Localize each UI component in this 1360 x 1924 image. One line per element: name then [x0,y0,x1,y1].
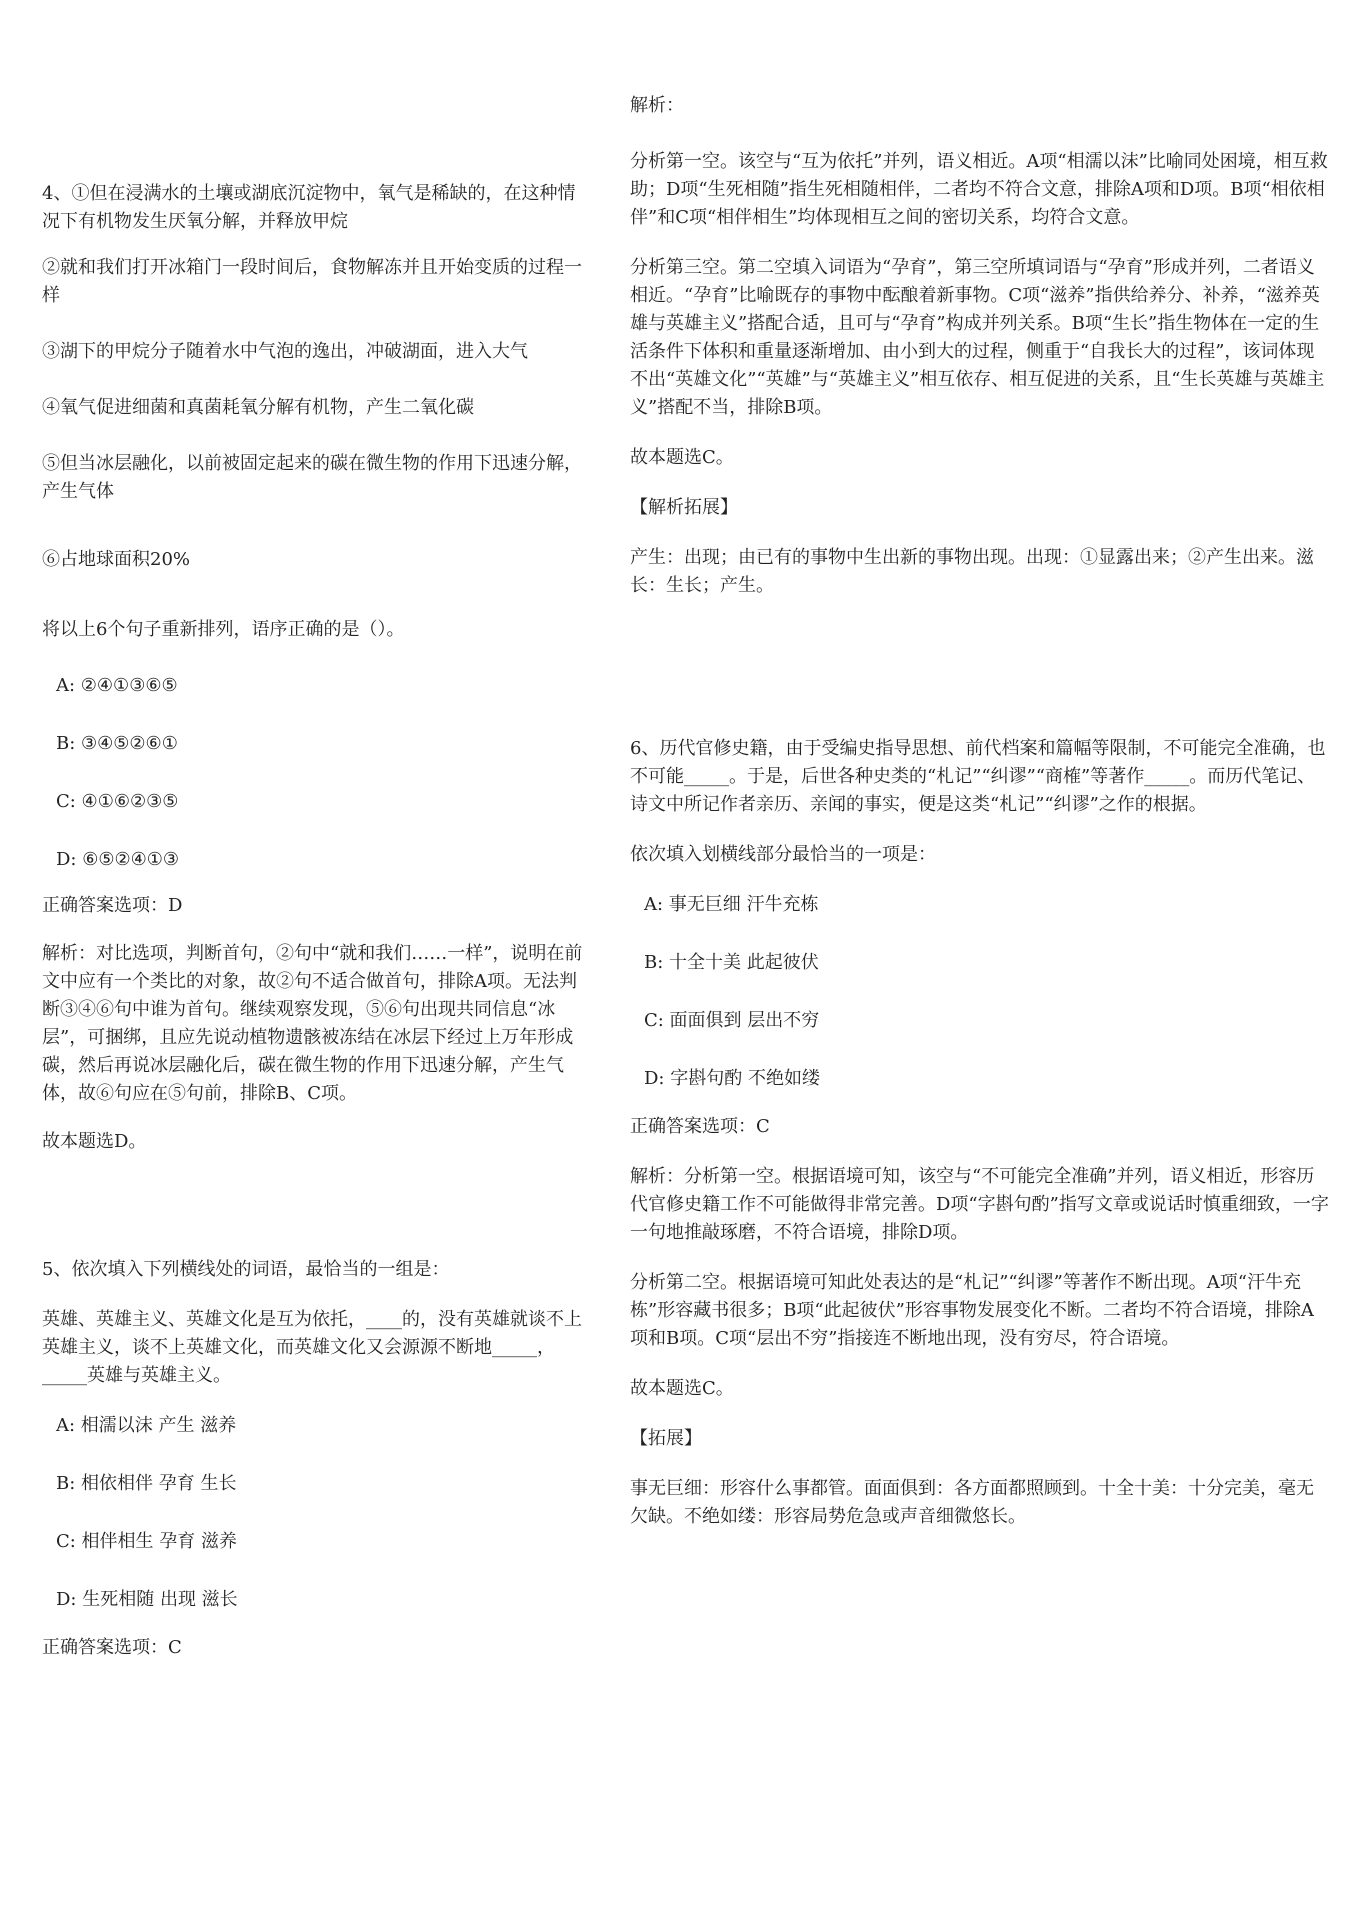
right-column [630,92,1330,1531]
q6-extension: 事无巨细：形容什么事都管。面面俱到：各方面都照顾到。十全十美：十分完美，毫无欠缺。不绝如缕：形容局势危急或声音细微悠长。 [630,1478,1314,1527]
q4-analysis: 解析：对比选项，判断首句，②句中“就和我们……一样”，说明在前文中应有一个类比的对象，故②句不适合做首句，排除A项。无法判断③④⑥句中谁为首句。继续观察发现，⑤⑥句出现共同信息“冰层”，可捆绑，且应先说动植物遗骸被冻结在冰层下经过上万年形成碳，然后再说冰层融化后，碳在微生物的作用下迅速分解，产生气体，故⑥句应在⑤句前，排除B、C项。 [42,943,583,1104]
q6-analysis-part-2: 分析第二空。根据语境可知此处表达的是“札记”“纠谬”等著作不断出现。A项“汗牛充栋”形容藏书很多；B项“此起彼伏”形容事物发展变化不断。二者均不符合语境，排除A项和B项。C项“层出不穷”指接连不断地出现，没有穷尽，符合语境。 [630,1272,1314,1349]
q4-option-d: D: ⑥⑤②④①③ [56,849,180,870]
q4-question: 将以上6个句子重新排列，语序正确的是（）。 [42,619,405,640]
q6-analysis-part-1: 解析：分析第一空。根据语境可知，该空与“不可能完全准确”并列，语义相近，形容历代官修史籍工作不可能做得非常完善。D项“字斟句酌”指写文章或说话时慎重细致，一字一句地推敲琢磨，不符合语境，排除D项。 [630,1166,1329,1243]
q5-analysis-part-1: 分析第一空。该空与“互为依托”并列，语义相近。A项“相濡以沫”比喻同处困境，相互救助；D项“生死相随”指生死相随相伴，二者均不符合文意，排除A项和D项。B项“相依相伴”和C项“相伴相生”均体现相互之间的密切关系，均符合文意。 [630,151,1328,228]
q5-extension-label: 【解析拓展】 [630,497,738,518]
q5-answer: 正确答案选项：C [42,1637,182,1658]
q5-option-a: A: 相濡以沫 产生 滋养 [56,1415,237,1436]
q4-stem: 4、①但在浸满水的土壤或湖底沉淀物中，氧气是稀缺的，在这种情况下有机物发生厌氧分解，并释放甲烷 [42,183,576,232]
q6-answer: 正确答案选项：C [630,1116,770,1137]
left-column [42,180,587,1662]
q4-conclusion: 故本题选D。 [42,1131,147,1152]
q5-option-b: B: 相依相伴 孕育 生长 [56,1473,237,1494]
q4-sentence-2: ②就和我们打开冰箱门一段时间后，食物解冻并且开始变质的过程一样 [42,257,582,306]
q5-option-d: D: 生死相随 出现 滋长 [56,1589,238,1610]
q4-answer: 正确答案选项：D [42,895,183,916]
q6-conclusion: 故本题选C。 [630,1378,734,1399]
q5-option-c: C: 相伴相生 孕育 滋养 [56,1531,238,1552]
q5-analysis-part-2: 分析第三空。第二空填入词语为“孕育”，第三空所填词语与“孕育”形成并列，二者语义相近。“孕育”比喻既存的事物中酝酿着新事物。C项“滋养”指供给养分、补养，“滋养英雄与英雄主义”搭配合适，且可与“孕育”构成并列关系。B项“生长”指生物体在一定的生活条件下体积和重量逐渐增加、由小到大的过程，侧重于“自我长大的过程”，该词体现不出“英雄文化”“英雄”与“英雄主义”相互依存、相互促进的关系，且“生长英雄与英雄主义”搭配不当，排除B项。 [630,257,1325,418]
q6-option-d: D: 字斟句酌 不绝如缕 [644,1068,820,1089]
q5-conclusion: 故本题选C。 [630,447,734,468]
q4-sentence-3: ③湖下的甲烷分子随着水中气泡的逸出，冲破湖面，进入大气 [42,341,528,362]
q6-option-a: A: 事无巨细 汗牛充栋 [644,894,819,915]
q5-extension: 产生：出现；由已有的事物中生出新的事物出现。出现：①显露出来；②产生出来。滋长：生长；产生。 [630,547,1314,596]
q4-sentence-5: ⑤但当冰层融化，以前被固定起来的碳在微生物的作用下迅速分解，产生气体 [42,453,582,502]
q5-passage: 英雄、英雄主义、英雄文化是互为依托，____的，没有英雄就谈不上英雄主义，谈不上英雄文化，而英雄文化又会源源不断地_____，_____英雄与英雄主义。 [42,1309,582,1386]
q6-option-c: C: 面面俱到 层出不穷 [644,1010,820,1031]
q5-analysis-label: 解析： [630,95,684,116]
q4-option-a: A: ②④①③⑥⑤ [56,675,178,696]
q4-sentence-6: ⑥占地球面积20% [42,549,191,570]
q6-question: 依次填入划横线部分最恰当的一项是： [630,844,936,865]
q4-option-c: C: ④①⑥②③⑤ [56,791,179,812]
q6-stem: 6、历代官修史籍，由于受编史指导思想、前代档案和篇幅等限制，不可能完全准确，也不可能_____。于是，后世各种史类的“札记”“纠谬”“商榷”等著作_____。而历代笔记、诗文中所记作者亲历、亲闻的事实，便是这类“札记”“纠谬”之作的根据。 [630,738,1326,815]
q4-option-b: B: ③④⑤②⑥① [56,733,178,754]
q6-extension-label: 【拓展】 [630,1428,702,1449]
q5-stem: 5、依次填入下列横线处的词语，最恰当的一组是： [42,1259,450,1280]
q6-option-b: B: 十全十美 此起彼伏 [644,952,819,973]
q4-sentence-4: ④氧气促进细菌和真菌耗氧分解有机物，产生二氧化碳 [42,397,474,418]
